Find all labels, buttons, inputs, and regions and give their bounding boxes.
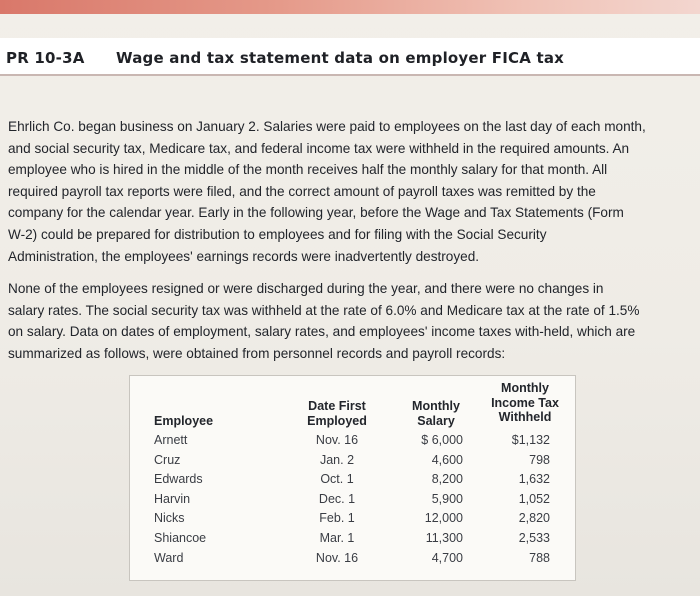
- header-line: Salary: [417, 413, 455, 428]
- header-line: Income Tax: [491, 395, 559, 410]
- cell-salary: 4,600: [431, 452, 463, 467]
- header-date-first-employed: [300, 399, 374, 428]
- cell-salary: 11,300: [425, 531, 463, 545]
- header-employee-label: Employee: [154, 414, 214, 428]
- employee-data-table: [129, 375, 576, 581]
- cell-tax: 788: [529, 550, 550, 565]
- paragraph-line: company for the calendar year. Early in the following year, before the Wage and Tax Statements (Form: [8, 205, 624, 221]
- paragraph-line: Ehrlich Co. began business on January 2. Salaries were paid to employees on the last day of each month,: [8, 119, 646, 134]
- header-monthly-salary: [404, 399, 468, 428]
- header-line: Employed: [307, 413, 367, 428]
- cell-date: Jan. 2: [319, 452, 355, 467]
- paragraph-line: summarized as follows, were obtained from personnel records and payroll records:: [8, 345, 506, 361]
- cell-employee: Ward: [154, 550, 184, 565]
- paragraph-line: None of the employees resigned or were discharged during the year, and there were no changes in: [8, 281, 604, 296]
- problem-title: Wage and tax statement data on employer FICA tax: [116, 49, 565, 67]
- cell-tax: 798: [529, 452, 550, 467]
- cell-employee: Edwards: [154, 472, 203, 487]
- intro-paragraph: [8, 116, 698, 267]
- problem-number: PR 10-3A: [6, 49, 85, 67]
- paragraph-line: W-2) could be prepared for distribution to employees and for filing with the Social Security: [8, 226, 547, 242]
- cell-employee: Cruz: [154, 452, 181, 467]
- header-employee: [154, 414, 213, 429]
- cell-date: Nov. 16: [315, 550, 359, 565]
- cell-employee: Arnett: [154, 433, 188, 447]
- paragraph-line: Administration, the employees' earnings records were inadvertently destroyed.: [8, 248, 480, 264]
- cell-salary: $ 6,000: [421, 433, 463, 447]
- header-line: Date First: [308, 399, 366, 413]
- header-monthly-income-tax-withheld: [485, 381, 565, 425]
- cell-salary: 4,700: [431, 550, 463, 565]
- cell-tax: 2,820: [518, 511, 550, 526]
- cell-tax: 1,632: [518, 472, 550, 487]
- paragraph-line: on salary. Data on dates of employment, salary rates, and employees' income taxes with-held, which are: [8, 324, 636, 340]
- cell-date: Mar. 1: [319, 531, 355, 545]
- cell-date: Nov. 16: [315, 433, 359, 447]
- header-line: Monthly: [501, 381, 549, 395]
- cell-employee: Harvin: [154, 491, 191, 506]
- cell-salary: 12,000: [424, 511, 463, 526]
- paragraph-line: salary rates. The social security tax was withheld at the rate of 6.0% and Medicare tax at the rate of 1.5%: [8, 302, 640, 318]
- cell-tax: $1,132: [511, 433, 550, 447]
- cell-salary: 8,200: [431, 472, 463, 487]
- cell-tax: 2,533: [518, 531, 550, 545]
- cell-employee: Shiancoe: [154, 531, 207, 545]
- header-line: Withheld: [498, 410, 552, 424]
- cell-salary: 5,900: [431, 491, 463, 506]
- header-line: Monthly: [412, 399, 460, 413]
- top-color-band: [0, 0, 700, 14]
- cell-date: Feb. 1: [319, 511, 355, 526]
- problem-header: [0, 38, 700, 76]
- cell-tax: 1,052: [518, 491, 550, 506]
- paragraph-line: employee who is hired in the middle of the month receives half the monthly salary for that month. All: [8, 162, 608, 178]
- details-paragraph: [8, 278, 698, 364]
- cell-date: Dec. 1: [318, 491, 356, 506]
- cell-date: Oct. 1: [320, 472, 354, 487]
- paragraph-line: required payroll tax reports were filed, and the correct amount of payroll taxes was remitted by the: [8, 183, 596, 199]
- cell-employee: Nicks: [154, 511, 185, 526]
- paragraph-line: and social security tax, Medicare tax, and federal income tax were withheld in the required amounts. An: [8, 140, 630, 156]
